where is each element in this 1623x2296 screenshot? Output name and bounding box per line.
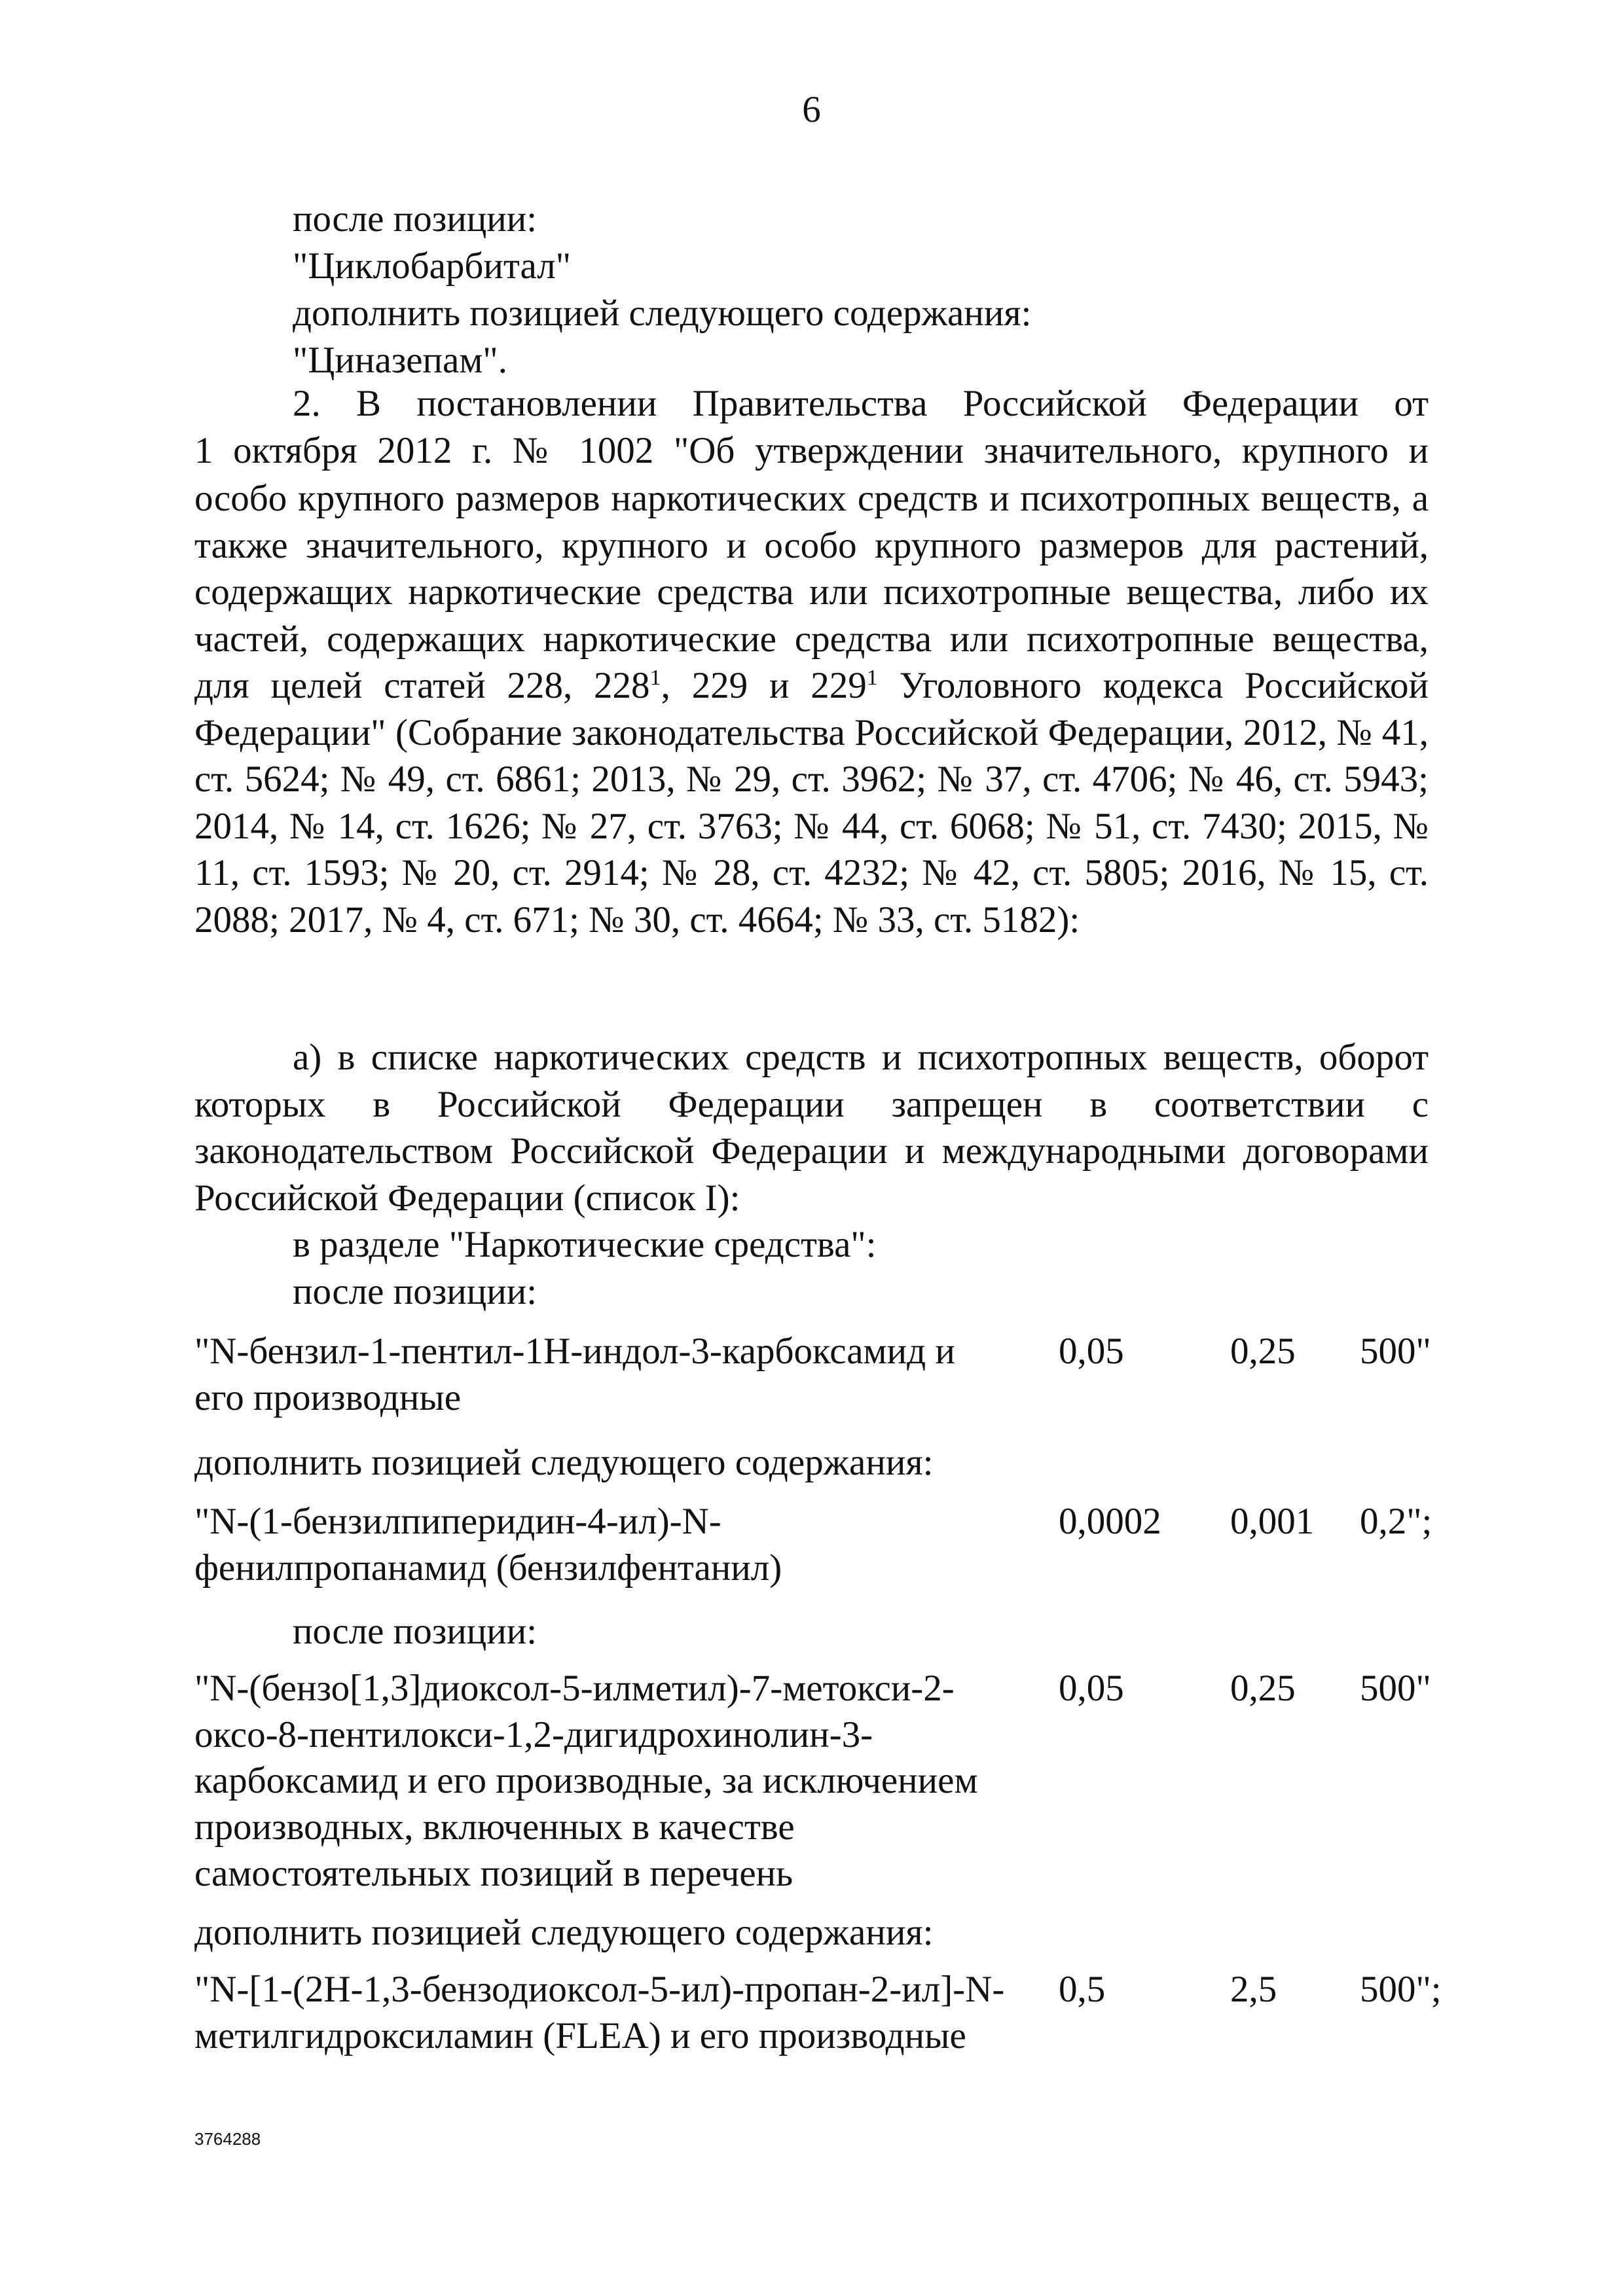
cyclobarbital-position: "Циклобарбитал" [293, 245, 571, 287]
significant-amount: 0,05 [1059, 1668, 1124, 1709]
item-2-line-2: 1 октября 2012 г. № 1002 "Об утверждении значительного, крупного и [194, 430, 1429, 471]
section-narcotic-label: в разделе "Наркотические средства": [293, 1224, 877, 1265]
very-large-amount: 500" [1360, 1668, 1431, 1709]
cinazepam-position: "Циназепам". [293, 340, 507, 381]
item-2-line-1: 2. В постановлении Правительства Российской Федерации от [293, 383, 1429, 424]
page-number: 6 [802, 89, 821, 130]
supplement-label-3: дополнить позицией следующего содержания: [194, 1912, 934, 1953]
sub-a-paragraph: а) в списке наркотических средств и психотропных веществ, оборот которых в Российской Федерации запрещен в соответствии с законодательством Российской Федерации и международными договорами Российской Федерации (список I): [194, 1037, 1429, 1219]
supplement-label: дополнить позицией следующего содержания: [293, 293, 1032, 334]
substance-name: "N-[1-(2Н-1,3-бензодиоксол-5-ил)-пропан-2-ил]-N-метилгидроксиламин (FLEA) и его производные [194, 1969, 1005, 2056]
very-large-amount: 500"; [1360, 1969, 1442, 2010]
very-large-amount: 0,2"; [1360, 1501, 1432, 1542]
after-position-label-2: после позиции: [293, 1271, 538, 1312]
after-position-label: после позиции: [293, 198, 538, 240]
significant-amount: 0,5 [1059, 1969, 1106, 2010]
item-2-text-c: Уголовного кодекса Российской Федерации" (Собрание законодательства Российской Федерации, 2012, № 41, ст. 5624; № 49, ст. 6861; 2013, № 29, ст. 3962; № 37, ст. 4706; № 46, ст. 5943; 2014, № 14, ст. 1626; № 27, ст. 3763; № 44, ст. 6068; № 51, ст. 7430; 2015, № 11, ст. 1593; № 20, ст. 2914; № 28, ст. 4232; № 42, ст. 5805; 2016, № 15, ст. 2088; 2017, № 4, ст. 671; № 30, ст. 4664; № 33, ст. 5182): [194, 665, 1429, 941]
large-amount: 0,25 [1230, 1668, 1296, 1709]
substance-name: "N-(1-бензилпиперидин-4-ил)-N-фенилпропанамид (бензилфентанил) [194, 1501, 782, 1588]
item-2-body [194, 475, 1429, 943]
item-2-text-a: особо крупного размеров наркотических средств и психотропных веществ, а также значительного, крупного и особо крупного размеров для растений, содержащих наркотические средства или психотропные вещества, либо их частей, содержащих наркотические средства или психотропные вещества, для целей статей 228, 228 [194, 478, 1429, 706]
large-amount: 0,001 [1230, 1501, 1315, 1542]
document-code: 3764288 [194, 2129, 261, 2149]
item-2-text-b: , 229 и 229 [661, 665, 867, 706]
substance-name: "N-(бензо[1,3]диоксол-5-илметил)-7-метокси-2-оксо-8-пентилокси-1,2-дигидрохинолин-3-карбоксамид и его производные, за исключением производных, включенных в качестве самостоятельных позиций в перечень [194, 1668, 978, 1894]
significant-amount: 0,0002 [1059, 1501, 1161, 1542]
very-large-amount: 500" [1360, 1331, 1431, 1372]
superscript-2: 1 [866, 666, 878, 690]
significant-amount: 0,05 [1059, 1331, 1124, 1372]
supplement-label-2: дополнить позицией следующего содержания: [194, 1442, 934, 1483]
large-amount: 0,25 [1230, 1331, 1296, 1372]
large-amount: 2,5 [1230, 1969, 1277, 2010]
after-position-label-3: после позиции: [293, 1611, 538, 1652]
substance-name: "N-бензил-1-пентил-1Н-индол-3-карбоксамид и его производные [194, 1331, 955, 1418]
superscript-1: 1 [649, 666, 661, 690]
